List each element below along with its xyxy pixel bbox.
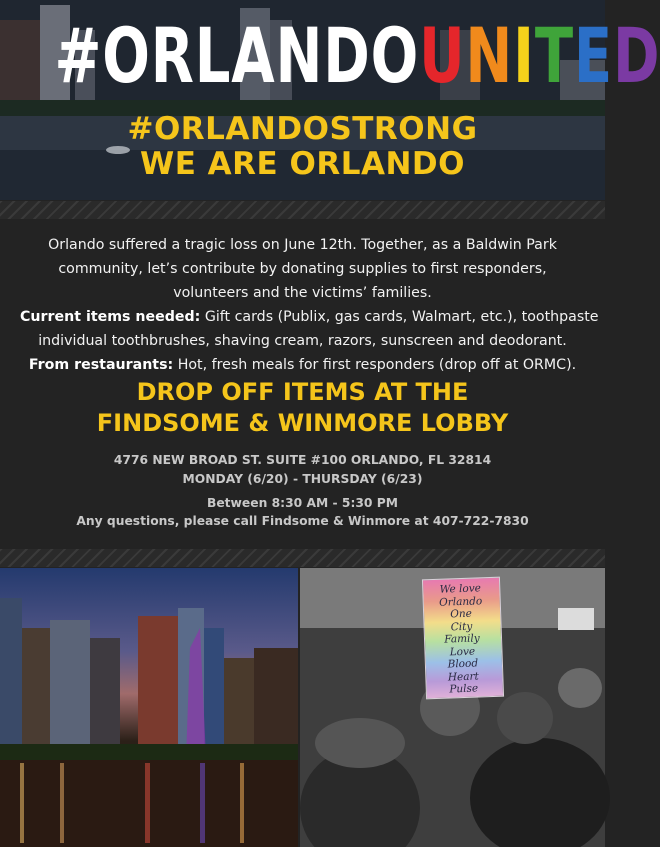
sign-line: City	[450, 620, 473, 633]
intro-line: community, let’s contribute by donating supplies to first responders,	[58, 261, 547, 277]
sign-line: Family	[444, 632, 480, 646]
dropoff-hours: Between 8:30 AM - 5:30 PM	[206, 496, 399, 510]
sign-line: Heart	[447, 669, 479, 684]
tagline-we-are-orlando: WE ARE ORLANDO	[140, 146, 465, 182]
city-night-photo	[0, 568, 298, 847]
intro-line: Orlando suffered a tragic loss on June 12th. Together, as a Baldwin Park	[48, 237, 557, 253]
decorative-divider	[0, 201, 605, 219]
orlando-united-hashtag	[54, 10, 660, 102]
dropoff-location-heading: FINDSOME & WINMORE LOBBY	[96, 409, 509, 437]
tagline-orlandostrong: #ORLANDOSTRONG	[127, 111, 478, 147]
sign-line: Love	[449, 645, 476, 658]
dropoff-heading: DROP OFF ITEMS AT THE	[136, 378, 469, 406]
restaurants-line	[20, 353, 585, 377]
restaurants-text: Hot, fresh meals for first responders (drop off at ORMC).	[173, 357, 577, 373]
dropoff-dates: MONDAY (6/20) - THURSDAY (6/23)	[182, 472, 423, 486]
body-text	[20, 233, 599, 377]
intro-line: volunteers and the victims’ families.	[173, 285, 432, 301]
sign-line: Blood	[447, 657, 479, 671]
sign-line: One	[450, 607, 473, 621]
sign-text	[425, 582, 499, 697]
restaurants-label: From restaurants:	[28, 357, 174, 373]
hashtag-letter: N	[465, 11, 514, 100]
header-banner	[0, 0, 660, 200]
hashtag-letter: I	[513, 11, 535, 100]
items-needed-line: individual toothbrushes, shaving cream, razors, sunscreen and deodorant.	[38, 333, 567, 349]
hashtag-rainbow-word	[419, 11, 660, 100]
hashtag-letter: T	[534, 11, 574, 100]
items-needed-text: Gift cards (Publix, gas cards, Walmart, etc.), toothpaste	[200, 309, 599, 325]
items-needed-line	[20, 305, 599, 329]
dropoff-address: 4776 NEW BROAD ST. SUITE #100 ORLANDO, FL 32814	[113, 453, 492, 467]
sign-line: We love Orlando	[438, 582, 483, 609]
hashtag-letter: E	[573, 11, 614, 100]
decorative-divider	[0, 549, 605, 567]
hashtag-prefix: #ORLANDO	[54, 11, 420, 100]
hashtag-letter: D	[613, 11, 660, 100]
sign-line: Pulse	[449, 682, 479, 696]
contact-info: Any questions, please call Findsome & Winmore at 407-722-7830	[76, 514, 529, 528]
hashtag-letter: U	[419, 11, 466, 100]
items-needed-label: Current items needed:	[20, 309, 201, 325]
